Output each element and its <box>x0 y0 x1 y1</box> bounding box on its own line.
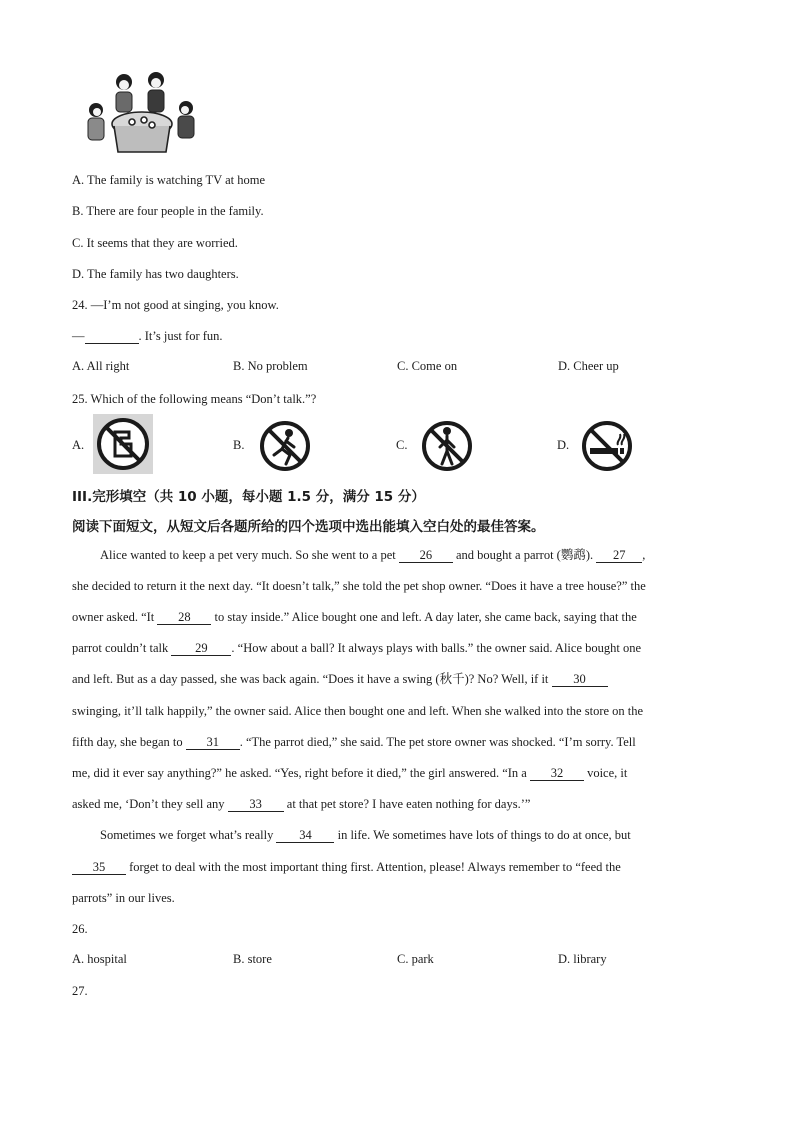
q23-option-b: B. There are four people in the family. <box>72 204 264 218</box>
blank-34: 34 <box>276 829 334 843</box>
q24-option-d: D. Cheer up <box>558 359 619 373</box>
passage-text: at that pet store? I have eaten nothing for days.’” <box>283 797 531 811</box>
q24-reply <box>72 328 223 344</box>
no-smoking-icon <box>580 419 634 473</box>
passage-line-6: swinging, it’ll talk happily,” the owner said. Alice then bought one and left. When she walked into the store on the <box>72 704 644 718</box>
q27-number: 27. <box>72 984 88 998</box>
section-instruction: 阅读下面短文，从短文后各题所给的四个选项中选出能填入空白处的最佳答案。 <box>72 519 545 535</box>
passage-line-12: parrots” in our lives. <box>72 891 175 905</box>
no-running-icon <box>258 419 312 473</box>
q24-option-b: B. No problem <box>233 359 308 373</box>
passage-line-1 <box>100 547 645 563</box>
blank-31: 31 <box>186 736 240 750</box>
passage-text: owner asked. “It <box>72 610 158 624</box>
q25-stem: 25. Which of the following means “Don’t talk.”? <box>72 392 317 406</box>
passage-text: . “The parrot died,” she said. The pet store owner was shocked. “I’m sorry. Tell <box>239 735 636 749</box>
passage-text: Sometimes we forget what’s really <box>100 828 277 842</box>
passage-text: parrot couldn’t talk <box>72 641 172 655</box>
passage-line-5 <box>72 671 608 687</box>
q26-option-d: D. library <box>558 952 607 966</box>
q24-reply-suffix: . It’s just for fun. <box>138 329 223 343</box>
passage-line-7 <box>72 734 636 750</box>
q23-option-d: D. The family has two daughters. <box>72 267 239 281</box>
q23-option-c: C. It seems that they are worried. <box>72 236 238 250</box>
passage-text: in life. We sometimes have lots of things to do at once, but <box>334 828 631 842</box>
q26-options <box>72 952 712 968</box>
blank-27: 27 <box>596 549 642 563</box>
q25-label-d: D. <box>557 438 570 452</box>
q24-reply-prefix: — <box>72 329 85 343</box>
blank-26: 26 <box>399 549 453 563</box>
q24-option-a: A. All right <box>72 359 130 373</box>
passage-text: and bought a parrot (鹦鹉). <box>452 548 597 562</box>
passage-text: to stay inside.” Alice bought one and left. A day later, she came back, saying that the <box>211 610 637 624</box>
passage-text: and left. But as a day passed, she was back again. “Does it have a swing (秋千)? No? Well, if it <box>72 672 552 686</box>
blank-28: 28 <box>157 611 211 625</box>
no-walking-icon <box>420 419 474 473</box>
q23-option-a: A. The family is watching TV at home <box>72 173 266 187</box>
blank-30: 30 <box>552 673 608 687</box>
passage-line-10 <box>100 827 631 843</box>
blank-32: 32 <box>530 767 584 781</box>
passage-text: fifth day, she began to <box>72 735 186 749</box>
q25-label-a: A. <box>72 438 85 452</box>
q25-label-c: C. <box>396 438 408 452</box>
q26-option-c: C. park <box>397 952 434 966</box>
q24-answer-blank <box>85 330 139 344</box>
q25-label-b: B. <box>233 438 245 452</box>
passage-line-8 <box>72 765 627 781</box>
blank-33: 33 <box>228 798 284 812</box>
passage-text: Alice wanted to keep a pet very much. So she went to a pet <box>100 548 399 562</box>
passage-text: asked me, ‘Don’t they sell any <box>72 797 228 811</box>
passage-line-9 <box>72 796 530 812</box>
blank-35: 35 <box>72 861 126 875</box>
passage-line-3 <box>72 609 637 625</box>
q26-option-a: A. hospital <box>72 952 127 966</box>
q26-option-b: B. store <box>233 952 272 966</box>
passage-line-11 <box>72 859 621 875</box>
q26-number: 26. <box>72 922 88 936</box>
section-heading: III.完形填空（共 10 小题，每小题 1.5 分，满分 15 分） <box>72 489 425 505</box>
passage-text: forget to deal with the most important thing first. Attention, please! Always remember to “feed the <box>126 860 621 874</box>
passage-text: me, did it ever say anything?” he asked. “Yes, right before it died,” the girl answered. “In a <box>72 766 530 780</box>
passage-text: voice, it <box>583 766 628 780</box>
q24-stem: 24. —I’m not good at singing, you know. <box>72 298 279 312</box>
q24-options <box>72 359 712 375</box>
q24-option-c: C. Come on <box>397 359 458 373</box>
passage-line-2: she decided to return it the next day. “It doesn’t talk,” she told the pet shop owner. “Does it have a tree house?” the <box>72 579 646 593</box>
blank-29: 29 <box>171 642 231 656</box>
passage-text: , <box>642 548 646 562</box>
no-phone-icon <box>93 414 153 474</box>
passage-text: . “How about a ball? It always plays with balls.” the owner said. Alice bought one <box>231 641 642 655</box>
family-table-illustration <box>80 68 202 156</box>
passage-line-4 <box>72 640 641 656</box>
